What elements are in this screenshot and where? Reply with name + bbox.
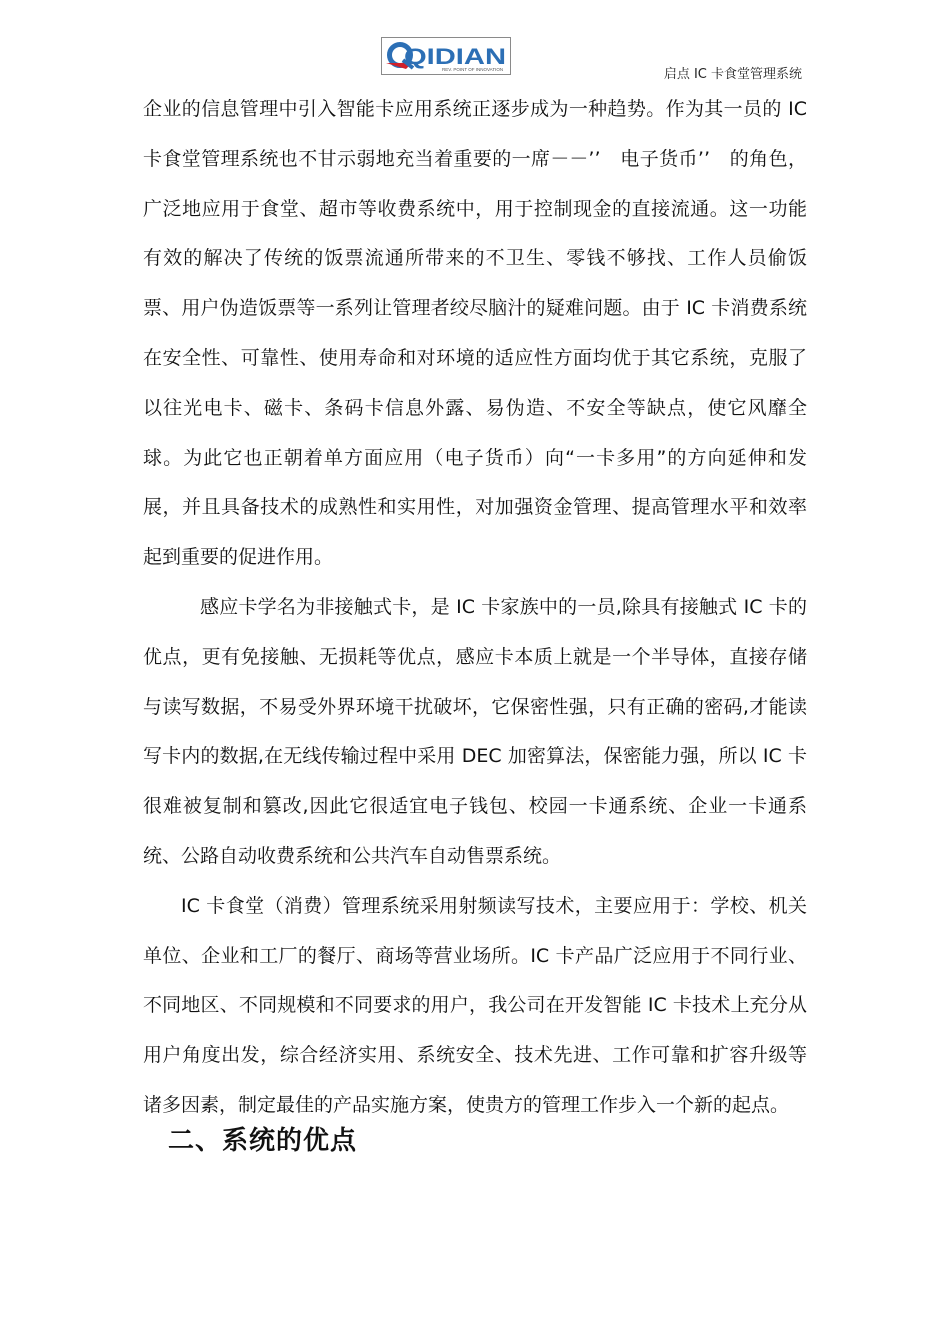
logo-tagline: REV. POINT OF INNOVATION xyxy=(442,67,504,72)
section-heading: 二、系统的优点 xyxy=(168,1126,358,1156)
paragraph-2: 感应卡学名为非接触式卡，是 IC 卡家族中的一员,除具有接触式 IC 卡的优点，更有免接触、无损耗等优点，感应卡本质上就是一个半导体，直接存储与读写数据，不易受外界环境干扰破坏，它保密性强，只有正确的密码,才能读写卡内的数据,在无线传输过程中采用 DEC 加密算法，保密能力强，所以 IC 卡很难被复制和篡改,因此它很适宜电子钱包、校园一卡通系统、企业一卡通系统、公路自动收费系统和公共汽车自动售票系统。 xyxy=(143,595,807,867)
company-logo xyxy=(381,37,511,75)
paragraph-1: 企业的信息管理中引入智能卡应用系统正逐步成为一种趋势。作为其一员的 IC 卡食堂管理系统也不甘示弱地充当着重要的一席－－’’ 电子货币’’ 的角色，广泛地应用于食堂、超市等收费系统中，用于控制现金的直接流通。这一功能有效的解决了传统的饭票流通所带来的不卫生、零钱不够找、工作人员偷饭票、用户伪造饭票等一系列让管理者绞尽脑汁的疑难问题。由于 IC 卡消费系统在安全性、可靠性、使用寿命和对环境的适应性方面均优于其它系统，克服了以往光电卡、磁卡、条码卡信息外露、易伪造、不安全等缺点，使它风靡全球。为此它也正朝着单方面应用（电子货币）向“一卡多用”的方向延伸和发展，并且具备技术的成熟性和实用性，对加强资金管理、提高管理水平和效率起到重要的促进作用。 xyxy=(143,98,807,569)
logo-wordmark: QIDIAN xyxy=(404,44,506,69)
header-title: 启点 IC 卡食堂管理系统 xyxy=(663,67,802,82)
paragraph-3: IC 卡食堂（消费）管理系统采用射频读写技术，主要应用于：学校、机关单位、企业和工厂的餐厅、商场等营业场所。IC 卡产品广泛应用于不同行业、不同地区、不同规模和不同要求的用户，我公司在开发智能 IC 卡技术上充分从用户角度出发，综合经济实用、系统安全、技术先进、工作可靠和扩容升级等诸多因素，制定最佳的产品实施方案，使贵方的管理工作步入一个新的起点。 xyxy=(143,894,807,1116)
body-text xyxy=(143,85,807,1131)
